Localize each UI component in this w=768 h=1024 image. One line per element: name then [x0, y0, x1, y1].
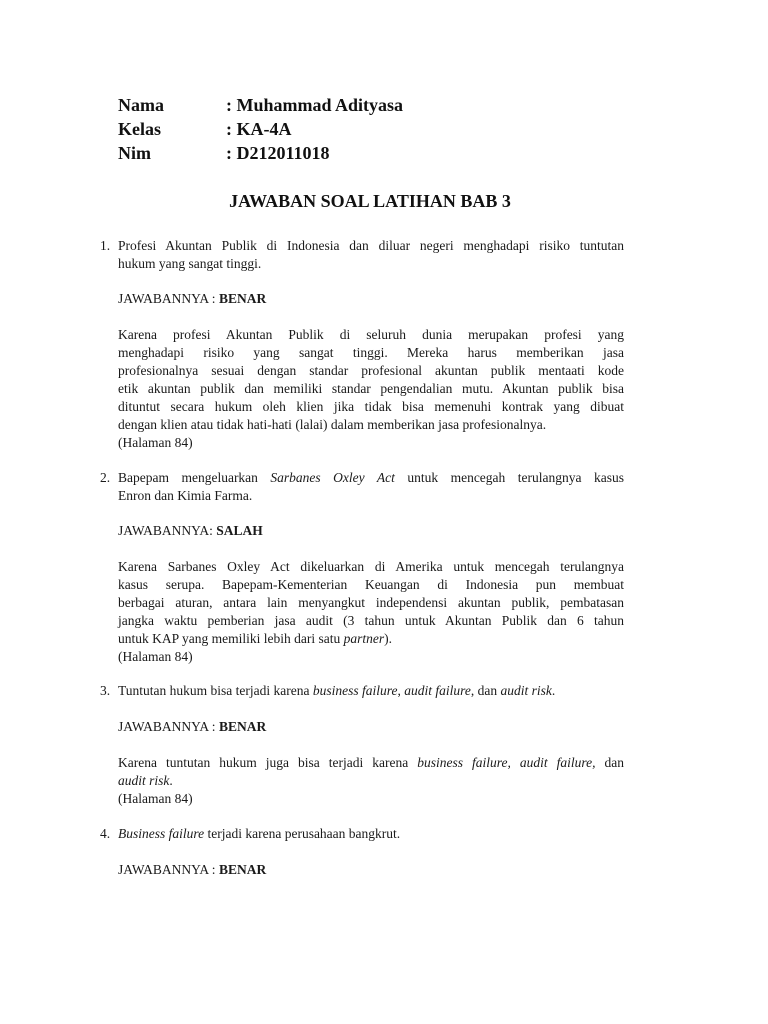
page-title: JAWABAN SOAL LATIHAN BAB 3 [229, 191, 511, 211]
q3-exp-text: Karena tuntutan hukum juga bisa terjadi karena [118, 755, 418, 770]
q3-question-line [118, 682, 624, 700]
q4-question [118, 825, 624, 843]
q2-number: 2. [100, 470, 111, 485]
q3-exp-italic: business failure, audit failure, [417, 755, 596, 770]
q3-exp-italic: audit risk [118, 773, 170, 788]
q2-exp-line [118, 630, 624, 648]
q2-explanation [118, 558, 624, 666]
q4-q-text: terjadi karena perusahaan bangkrut. [204, 826, 401, 841]
q2-answer-label: JAWABANNYA: [118, 523, 217, 538]
q2-answer [118, 522, 624, 540]
q3-exp-text: dan [595, 755, 624, 770]
kelas-value: : KA-4A [226, 119, 292, 139]
q2-q-text: Bapepam mengeluarkan [118, 470, 271, 485]
q3-question [118, 682, 624, 700]
q3-number: 3. [100, 683, 111, 698]
q1-answer-value: BENAR [218, 291, 267, 306]
q3-q-italic: audit risk [500, 683, 552, 698]
q2-question-line: Enron dan Kimia Farma. [118, 488, 253, 503]
q2-exp-text: untuk KAP yang memiliki lebih dari satu [118, 631, 344, 646]
q3-q-italic: audit failure [404, 683, 471, 698]
q1-question [118, 237, 624, 273]
nim-label: Nim [118, 143, 151, 163]
nama-value: : Muhammad Adityasa [226, 95, 404, 115]
q2-q-text: untuk mencegah terulangnya kasus [394, 470, 624, 485]
q1-question-line: hukum yang sangat tinggi. [118, 256, 262, 271]
q4-question-line [118, 825, 624, 843]
q2-exp-line: berbagai aturan, antara lain menyangkut independensi akuntan publik, pembatasan [118, 595, 624, 610]
q1-exp-line: Karena profesi Akuntan Publik di seluruh dunia merupakan profesi yang [118, 327, 624, 342]
q1-exp-line: etik akuntan publik dan memiliki standar pengendalian mutu. Akuntan publik bisa [118, 381, 624, 396]
q1-answer [118, 290, 624, 308]
q3-q-text: , dan [470, 683, 501, 698]
q3-answer-value: BENAR [218, 719, 267, 734]
q3-exp-text: . [169, 773, 173, 788]
q2-exp-line: jangka waktu pemberian jasa audit (3 tahun untuk Akuntan Publik dan 6 tahun [118, 613, 624, 628]
q2-exp-line: kasus serupa. Bapepam-Kementerian Keuangan di Indonesia pun membuat [118, 577, 624, 592]
header-row-kelas [118, 117, 292, 141]
q4-number: 4. [100, 826, 111, 841]
q1-page-ref: (Halaman 84) [118, 435, 193, 450]
q4-answer-label: JAWABANNYA : [118, 862, 219, 877]
kelas-label: Kelas [118, 119, 161, 139]
q3-exp-line [118, 772, 624, 790]
q3-answer [118, 718, 624, 736]
q1-exp-line: dengan klien atau tidak hati-hati (lalai) dalam memberikan jasa profesionalnya. [118, 417, 547, 432]
q1-explanation [118, 326, 624, 452]
q2-exp-italic: partner [343, 631, 385, 646]
q2-question-line [118, 469, 624, 487]
header-row-nama [118, 93, 403, 117]
q4-answer [118, 861, 624, 879]
header-row-nim [118, 141, 330, 165]
nim-value: : D212011018 [226, 143, 330, 163]
q2-exp-line: Karena Sarbanes Oxley Act dikeluarkan di Amerika untuk mencegah terulangnya [118, 559, 624, 574]
q3-q-text: , [397, 683, 405, 698]
q1-exp-line: profesionalnya sesuai dengan standar profesional akuntan publik mentaati kode [118, 363, 624, 378]
q3-answer-label: JAWABANNYA : [118, 719, 219, 734]
q3-q-text: . [551, 683, 556, 698]
q2-exp-text: ). [384, 631, 392, 646]
nama-label: Nama [118, 95, 164, 115]
q3-q-italic: business failure [312, 683, 398, 698]
q3-exp-line [118, 754, 624, 772]
q3-page-ref: (Halaman 84) [118, 791, 193, 806]
q4-answer-value: BENAR [218, 862, 267, 877]
q1-question-line: Profesi Akuntan Publik di Indonesia dan diluar negeri menghadapi risiko tuntutan [118, 238, 624, 253]
q2-page-ref: (Halaman 84) [118, 649, 193, 664]
q2-question [118, 469, 624, 505]
q3-q-text: Tuntutan hukum bisa terjadi karena [118, 683, 313, 698]
q1-answer-label: JAWABANNYA : [118, 291, 219, 306]
q2-q-italic: Sarbanes Oxley Act [270, 470, 395, 485]
q1-number: 1. [100, 238, 111, 253]
q1-exp-line: dituntut secara hukum oleh klien jika tidak bisa memenuhi kontrak yang dibuat [118, 399, 624, 414]
q1-exp-line: menghadapi risiko yang sangat tinggi. Mereka harus memberikan jasa [118, 345, 624, 360]
q4-q-italic: Business failure [118, 826, 205, 841]
q3-explanation [118, 754, 624, 808]
q2-answer-value: SALAH [216, 523, 263, 538]
